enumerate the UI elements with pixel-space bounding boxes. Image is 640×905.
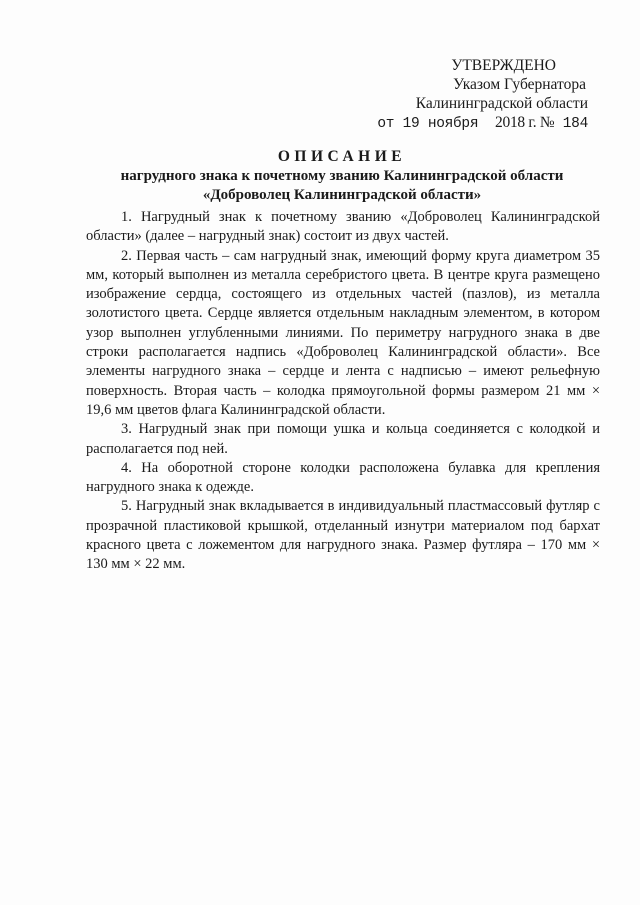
decree-date: [358, 113, 588, 134]
document-body: [86, 208, 600, 575]
decree-date-prefix: от 19 ноября: [377, 116, 479, 132]
paragraph-4: 4. На оборотной стороне колодки расположена булавка для крепления нагрудного знака к одежде.: [86, 459, 600, 496]
region-label: Калининградской области: [415, 95, 588, 112]
document-title: ОПИСАНИЕ: [277, 148, 407, 165]
approved-label: УТВЕРЖДЕНО: [451, 57, 556, 74]
paragraph-2: 2. Первая часть – сам нагрудный знак, имеющий форму круга диаметром 35 мм, который выполнен из металла серебристого цвета. В центре круга размещено изображение сердца, состоящего из отдельных частей (пазлов), из металла золотистого цвета. Сердце является отдельным накладным элементом, в котором узор выполнен углубленными линиями. По периметру нагрудного знака в две строки располагается надпись «Доброволец Калининградской области». Все элементы нагрудного знака – сердце и лента с надписью – имеют рельефную поверхность. Вторая часть – колодка прямоугольной формы размером 21 мм × 19,6 мм цветов флага Калининградской области.: [86, 247, 600, 418]
paragraph-5: 5. Нагрудный знак вкладывается в индивидуальный пластмассовый футляр с прозрачной пластиковой крышкой, отделанный изнутри материалом под бархат красного цвета с ложементом для нагрудного знака. Размер футляра – 170 мм × 130 мм × 22 мм.: [86, 498, 600, 573]
paragraph-3: 3. Нагрудный знак при помощи ушка и кольца соединяется с колодкой и располагается под ней.: [86, 421, 600, 457]
decree-year: 2018 г. №: [495, 114, 555, 131]
document-subtitle-line-1: нагрудного знака к почетному званию Калининградской области: [120, 168, 564, 184]
document-subtitle-line-2: «Доброволец Калининградской области»: [202, 186, 482, 203]
decree-label: Указом Губернатора: [453, 76, 586, 93]
decree-number: 184: [562, 116, 588, 132]
approval-stamp: [358, 56, 588, 134]
document-heading: [84, 147, 600, 204]
paragraph-1: 1. Нагрудный знак к почетному званию «Доброволец Калининградской области» (далее – нагрудный знак) состоит из двух частей.: [86, 209, 600, 245]
